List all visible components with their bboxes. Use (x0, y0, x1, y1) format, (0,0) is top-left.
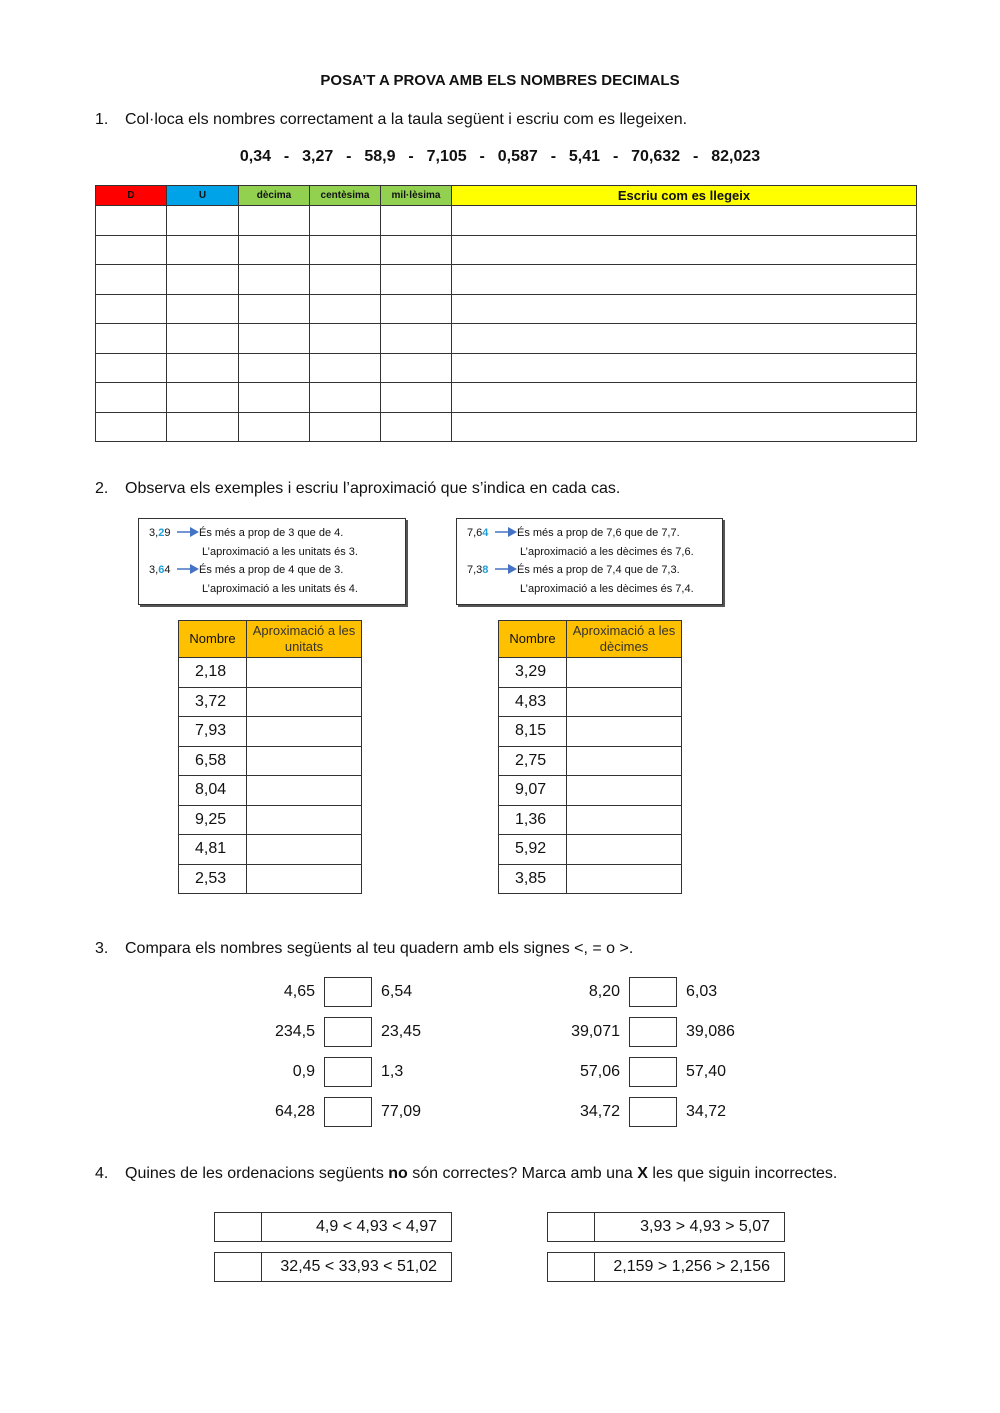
order-right-group (547, 1212, 785, 1282)
table-row (179, 835, 362, 865)
example-text: L’aproximació a les unitats és 3. (202, 545, 358, 558)
approx-tenths-table (498, 620, 682, 894)
order-expression: 2,159 > 1,256 > 2,156 (613, 1258, 770, 1275)
example-number-part: 3, (149, 564, 159, 576)
answer-cell[interactable] (96, 235, 167, 265)
number-cell: 2,53 (179, 864, 247, 894)
answer-cell[interactable] (167, 206, 239, 236)
answer-cell[interactable] (167, 294, 239, 324)
number-cell: 9,07 (499, 776, 567, 806)
example-line (467, 524, 712, 543)
compare-left-number: 39,071 (571, 1023, 620, 1040)
example-line (467, 580, 712, 599)
example-number-part: 7,3 (467, 564, 483, 576)
table-row (499, 687, 682, 717)
example-box-tenths (456, 518, 723, 605)
order-row (214, 1252, 452, 1282)
example-number-part: 3, (149, 527, 159, 539)
question-number: 3. (95, 940, 109, 957)
answer-cell[interactable] (567, 658, 682, 688)
table-row (179, 717, 362, 747)
answer-cell[interactable] (567, 717, 682, 747)
question-number: 1. (95, 111, 109, 128)
answer-cell[interactable] (239, 265, 310, 295)
compare-right-number: 34,72 (686, 1103, 727, 1120)
compare-left-number: 64,28 (274, 1103, 315, 1120)
answer-cell[interactable] (96, 324, 167, 354)
table-row (179, 746, 362, 776)
compare-row (235, 1097, 421, 1127)
column-header: D (96, 186, 167, 206)
column-header: Escriu com es llegeix (452, 186, 917, 206)
table-row (499, 835, 682, 865)
compare-right-number: 6,03 (686, 983, 718, 1000)
compare-answer-box[interactable] (324, 1057, 372, 1087)
answer-cell[interactable] (567, 835, 682, 865)
arrow-right-icon (177, 564, 199, 576)
answer-cell[interactable] (167, 235, 239, 265)
header-approx-tenths: Aproximació a les dècimes (567, 621, 682, 658)
answer-cell[interactable] (239, 294, 310, 324)
answer-cell[interactable] (310, 353, 381, 383)
order-expression: 4,9 < 4,93 < 4,97 (316, 1218, 437, 1235)
highlight-digit: 8 (482, 564, 489, 576)
compare-row (540, 977, 717, 1007)
answer-cell[interactable] (247, 717, 362, 747)
example-number (149, 524, 177, 543)
highlight-digit: 2 (158, 527, 165, 539)
answer-cell[interactable] (247, 835, 362, 865)
place-value-table (95, 185, 917, 442)
number-cell: 4,81 (179, 835, 247, 865)
number-cell: 1,36 (499, 805, 567, 835)
example-text: És més a prop de 4 que de 3. (199, 564, 344, 576)
example-text: L’aproximació a les dècimes és 7,4. (520, 582, 694, 595)
example-line (467, 561, 712, 580)
answer-cell[interactable] (96, 265, 167, 295)
example-text: És més a prop de 7,4 que de 7,3. (517, 564, 680, 576)
example-number (149, 561, 177, 580)
order-row (547, 1252, 785, 1282)
example-text: L’aproximació a les dècimes és 7,6. (520, 545, 694, 558)
table-row (179, 776, 362, 806)
compare-answer-box[interactable] (324, 977, 372, 1007)
answer-cell[interactable] (239, 383, 310, 413)
number-cell: 7,93 (179, 717, 247, 747)
question-text: Observa els exemples i escriu l’aproximació que s’indica en cada cas. (125, 480, 621, 497)
answer-cell[interactable] (247, 776, 362, 806)
table-row (179, 658, 362, 688)
answer-cell[interactable] (452, 353, 917, 383)
answer-cell[interactable] (381, 235, 452, 265)
example-number-part: 9 (164, 527, 171, 539)
example-text: L’aproximació a les unitats és 4. (202, 582, 358, 595)
number-cell: 3,85 (499, 864, 567, 894)
number-cell: 5,92 (499, 835, 567, 865)
example-line (149, 561, 395, 580)
table-row (96, 294, 917, 324)
order-row (547, 1212, 785, 1242)
question-number: 4. (95, 1165, 109, 1182)
numbers-list: 0,34 - 3,27 - 58,9 - 7,105 - 0,587 - 5,41 - 70,632 - 82,023 (239, 148, 761, 165)
answer-cell[interactable] (567, 864, 682, 894)
mark-x-box[interactable] (215, 1253, 262, 1281)
table-row (179, 864, 362, 894)
compare-row (235, 1057, 403, 1087)
answer-cell[interactable] (167, 324, 239, 354)
number-cell: 2,75 (499, 746, 567, 776)
question-text-part: són correctes? Marca amb una (407, 1165, 638, 1182)
answer-cell[interactable] (96, 353, 167, 383)
order-row (214, 1212, 452, 1242)
answer-cell[interactable] (239, 235, 310, 265)
column-header: dècima (239, 186, 310, 206)
compare-right-number: 6,54 (381, 983, 413, 1000)
compare-left-number: 0,9 (292, 1063, 315, 1080)
question-2 (95, 480, 620, 498)
number-cell: 3,29 (499, 658, 567, 688)
question-text-bold: no (388, 1165, 408, 1182)
number-cell: 2,18 (179, 658, 247, 688)
table-row (499, 746, 682, 776)
answer-cell[interactable] (381, 265, 452, 295)
answer-cell[interactable] (452, 383, 917, 413)
answer-cell[interactable] (310, 294, 381, 324)
answer-cell[interactable] (452, 294, 917, 324)
table-row (499, 805, 682, 835)
answer-cell[interactable] (310, 265, 381, 295)
compare-answer-box[interactable] (324, 1097, 372, 1127)
table-row (96, 206, 917, 236)
answer-cell[interactable] (239, 206, 310, 236)
answer-cell[interactable] (167, 412, 239, 442)
header-number: Nombre (499, 621, 567, 658)
answer-cell[interactable] (567, 687, 682, 717)
question-3 (95, 940, 633, 958)
answer-cell[interactable] (96, 294, 167, 324)
answer-cell[interactable] (247, 746, 362, 776)
table-row (96, 383, 917, 413)
order-expression: 32,45 < 33,93 < 51,02 (280, 1258, 437, 1275)
answer-cell[interactable] (167, 383, 239, 413)
answer-cell[interactable] (381, 353, 452, 383)
table-row (499, 658, 682, 688)
answer-cell[interactable] (381, 294, 452, 324)
column-header: centèsima (310, 186, 381, 206)
answer-cell[interactable] (96, 383, 167, 413)
compare-right-number: 77,09 (381, 1103, 422, 1120)
compare-row (235, 1017, 421, 1047)
compare-row (540, 1057, 726, 1087)
question-text-part: Quines de les ordenacions següents (125, 1165, 389, 1182)
answer-cell[interactable] (452, 235, 917, 265)
number-cell: 3,72 (179, 687, 247, 717)
answer-cell[interactable] (452, 324, 917, 354)
answer-cell[interactable] (247, 687, 362, 717)
mark-x-box[interactable] (548, 1253, 595, 1281)
compare-left-number: 8,20 (588, 983, 620, 1000)
answer-cell[interactable] (239, 324, 310, 354)
answer-cell[interactable] (167, 353, 239, 383)
answer-cell[interactable] (567, 776, 682, 806)
example-number-part: 4 (164, 564, 171, 576)
mark-x-box[interactable] (215, 1213, 262, 1241)
highlight-digit: 4 (482, 527, 489, 539)
example-number (467, 524, 495, 543)
answer-cell[interactable] (310, 412, 381, 442)
table-row (499, 864, 682, 894)
answer-cell[interactable] (310, 206, 381, 236)
number-cell: 8,04 (179, 776, 247, 806)
column-header: mil·lèsima (381, 186, 452, 206)
compare-row (235, 977, 412, 1007)
table-row (179, 805, 362, 835)
answer-cell[interactable] (381, 206, 452, 236)
example-text: És més a prop de 3 que de 4. (199, 527, 344, 539)
answer-cell[interactable] (381, 412, 452, 442)
example-box-units (138, 518, 406, 605)
answer-cell[interactable] (381, 324, 452, 354)
answer-cell[interactable] (452, 265, 917, 295)
compare-left-number: 57,06 (579, 1063, 620, 1080)
table-row (96, 324, 917, 354)
compare-left-number: 234,5 (274, 1023, 315, 1040)
number-cell: 4,83 (499, 687, 567, 717)
answer-cell[interactable] (96, 412, 167, 442)
number-cell: 6,58 (179, 746, 247, 776)
question-text: Compara els nombres següents al teu quadern amb els signes <, = o >. (125, 940, 634, 957)
column-header: U (167, 186, 239, 206)
answer-cell[interactable] (567, 746, 682, 776)
compare-right-number: 1,3 (381, 1063, 404, 1080)
compare-answer-box[interactable] (629, 1097, 677, 1127)
order-left-group (214, 1212, 452, 1282)
answer-cell[interactable] (310, 324, 381, 354)
example-number-part: 7,6 (467, 527, 483, 539)
question-text-bold: X (637, 1165, 648, 1182)
compare-right-number: 23,45 (381, 1023, 422, 1040)
answer-cell[interactable] (167, 265, 239, 295)
answer-cell[interactable] (381, 383, 452, 413)
arrow-right-icon (177, 527, 199, 539)
table-row (499, 717, 682, 747)
highlight-digit: 6 (158, 564, 165, 576)
answer-cell[interactable] (452, 206, 917, 236)
header-number: Nombre (179, 621, 247, 658)
arrow-right-icon (495, 527, 517, 539)
compare-right-number: 39,086 (686, 1023, 735, 1040)
answer-cell[interactable] (247, 658, 362, 688)
example-number (467, 561, 495, 580)
answer-cell[interactable] (452, 412, 917, 442)
table-row (179, 687, 362, 717)
number-cell: 9,25 (179, 805, 247, 835)
answer-cell[interactable] (247, 864, 362, 894)
question-number: 2. (95, 480, 109, 497)
compare-row (540, 1097, 726, 1127)
answer-cell[interactable] (96, 206, 167, 236)
compare-answer-box[interactable] (629, 1017, 677, 1047)
table-row (96, 412, 917, 442)
compare-row (540, 1017, 735, 1047)
example-line (149, 580, 395, 599)
page-title: POSA’T A PROVA AMB ELS NOMBRES DECIMALS (320, 72, 680, 89)
number-cell: 8,15 (499, 717, 567, 747)
answer-cell[interactable] (310, 383, 381, 413)
question-text-part: les que siguin incorrectes. (647, 1165, 838, 1182)
example-line (467, 543, 712, 562)
table-row (96, 235, 917, 265)
header-approx-units: Aproximació a les unitats (247, 621, 362, 658)
compare-answer-box[interactable] (324, 1017, 372, 1047)
table-row (96, 265, 917, 295)
mark-x-box[interactable] (548, 1213, 595, 1241)
answer-cell[interactable] (239, 353, 310, 383)
order-expression: 3,93 > 4,93 > 5,07 (640, 1218, 770, 1235)
question-1 (95, 111, 687, 129)
example-line (149, 524, 395, 543)
answer-cell[interactable] (247, 805, 362, 835)
compare-left-number: 4,65 (283, 983, 315, 1000)
example-line (149, 543, 395, 562)
answer-cell[interactable] (239, 412, 310, 442)
question-4 (95, 1165, 837, 1183)
compare-answer-box[interactable] (629, 1057, 677, 1087)
arrow-right-icon (495, 564, 517, 576)
example-text: És més a prop de 7,6 que de 7,7. (517, 527, 680, 539)
table-row (96, 353, 917, 383)
answer-cell[interactable] (567, 805, 682, 835)
question-text: Col·loca els nombres correctament a la taula següent i escriu com es llegeixen. (125, 111, 688, 128)
table-row (499, 776, 682, 806)
approx-units-table (178, 620, 362, 894)
answer-cell[interactable] (310, 235, 381, 265)
compare-left-number: 34,72 (579, 1103, 620, 1120)
compare-answer-box[interactable] (629, 977, 677, 1007)
compare-right-number: 57,40 (686, 1063, 727, 1080)
